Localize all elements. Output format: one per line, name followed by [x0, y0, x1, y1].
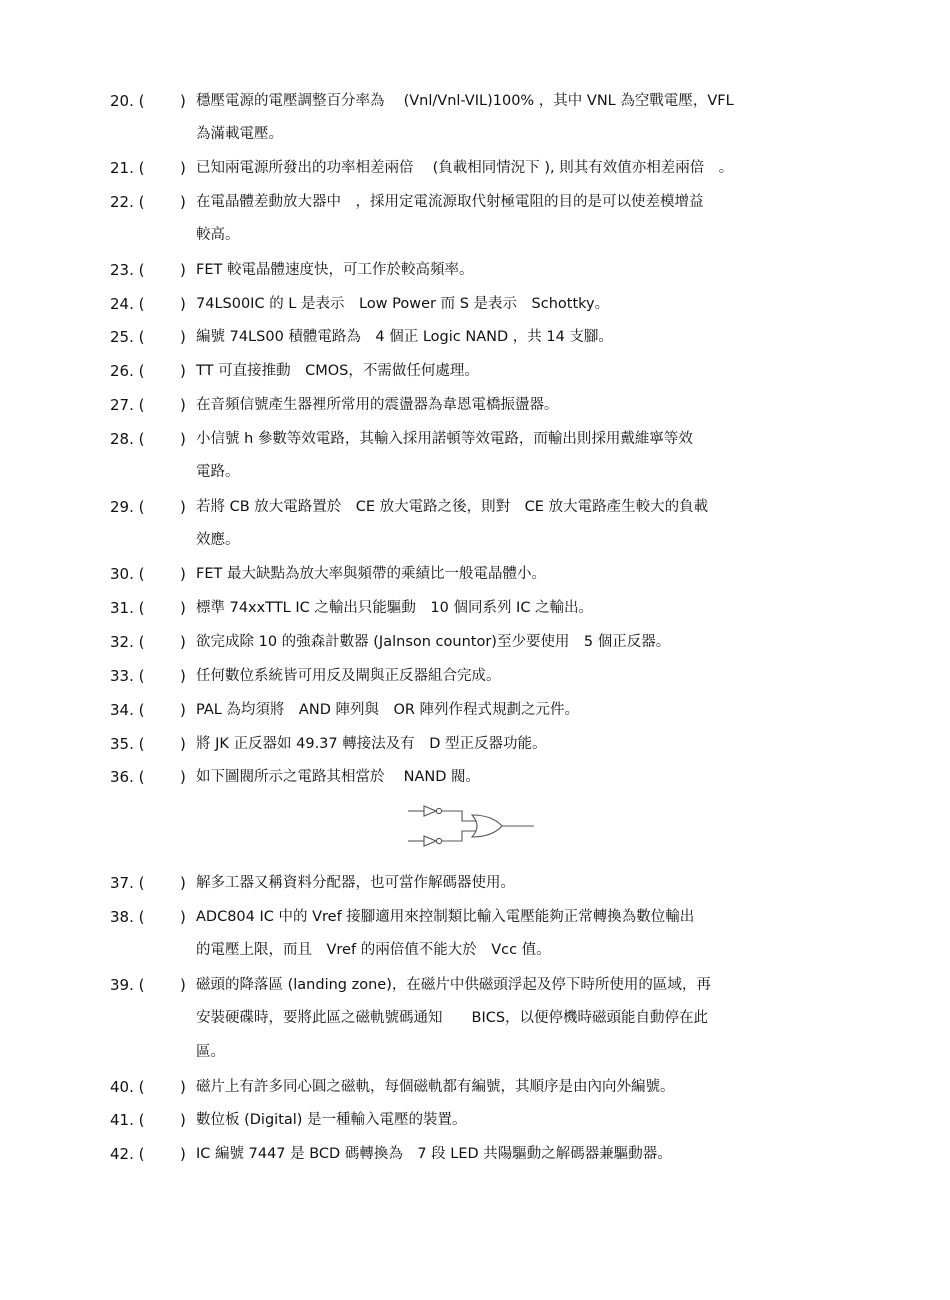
question-paren-close: ): [180, 396, 186, 414]
question-paren-close: ): [180, 362, 186, 380]
question-text: 若將 CB 放大電路置於 CE 放大電路之後，則對 CE 放大電路產生較大的負載: [196, 499, 709, 515]
question-number: 42. (: [110, 1145, 145, 1163]
question-text: 小信號 h 參數等效電路，其輸入採用諾頓等效電路，而輸出則採用戴維寧等效: [196, 431, 693, 447]
question-text: 磁片上有許多同心圓之磁軌，每個磁軌都有編號，其順序是由內向外編號。: [196, 1079, 675, 1095]
question-number: 30. (: [110, 565, 145, 583]
question-paren-close: ): [180, 976, 186, 994]
question-number: 31. (: [110, 599, 145, 617]
question-paren-close: ): [180, 633, 186, 651]
question-number: 29. (: [110, 498, 145, 516]
question-number: 21. (: [110, 159, 145, 177]
question-number: 22. (: [110, 193, 145, 211]
question-paren-close: ): [180, 498, 186, 516]
question-number: 27. (: [110, 396, 145, 414]
question-text: 在電晶體差動放大器中 ，採用定電流源取代射極電阻的目的是可以使差模增益: [196, 194, 704, 210]
question-paren-close: ): [180, 599, 186, 617]
question-paren-close: ): [180, 295, 186, 313]
question-text: 欲完成除 10 的強森計數器 (Jalnson countor)至少要使用 5 個正反器。: [196, 634, 671, 650]
question-number: 24. (: [110, 295, 145, 313]
question-paren-close: ): [180, 908, 186, 926]
question-text: 編號 74LS00 積體電路為 4 個正 Logic NAND ，共 14 支腳。: [196, 329, 613, 345]
question-number: 39. (: [110, 976, 145, 994]
question-paren-close: ): [180, 261, 186, 279]
question-paren-close: ): [180, 874, 186, 892]
question-number: 26. (: [110, 362, 145, 380]
question-paren-close: ): [180, 328, 186, 346]
nand-equivalent-circuit-figure: [400, 795, 540, 860]
question-text: 區。: [196, 1044, 225, 1060]
question-number: 32. (: [110, 633, 145, 651]
question-text: 的電壓上限，而且 Vref 的兩倍值不能大於 Vcc 值。: [196, 942, 551, 958]
question-text: 數位板 (Digital) 是一種輸入電壓的裝置。: [196, 1112, 467, 1128]
question-number: 35. (: [110, 735, 145, 753]
question-text: 74LS00IC 的 L 是表示 Low Power 而 S 是表示 Schottky。: [196, 296, 610, 312]
question-text: 標準 74xxTTL IC 之輸出只能驅動 10 個同系列 IC 之輸出。: [196, 600, 594, 616]
question-text: 如下圖閥所示之電路其相當於 NAND 閥。: [196, 769, 480, 785]
question-paren-close: ): [180, 92, 186, 110]
question-paren-close: ): [180, 1145, 186, 1163]
question-text: 較高。: [196, 227, 240, 243]
question-paren-close: ): [180, 735, 186, 753]
question-text: ADC804 IC 中的 Vref 接腳適用來控制類比輸入電壓能夠正常轉換為數位輸出: [196, 909, 695, 925]
question-paren-close: ): [180, 667, 186, 685]
question-text: FET 最大缺點為放大率與頻帶的乘績比一般電晶體小。: [196, 566, 546, 582]
question-paren-close: ): [180, 768, 186, 786]
question-paren-close: ): [180, 430, 186, 448]
question-number: 41. (: [110, 1111, 145, 1129]
question-text: 穩壓電源的電壓調整百分率為 (Vnl/Vnl-VIL)100% ，其中 VNL 為空戰電壓，VFL: [196, 93, 734, 109]
question-text: IC 編號 7447 是 BCD 碼轉換為 7 段 LED 共陽驅動之解碼器兼驅動器。: [196, 1146, 672, 1162]
question-number: 34. (: [110, 701, 145, 719]
question-number: 36. (: [110, 768, 145, 786]
question-paren-close: ): [180, 193, 186, 211]
question-number: 25. (: [110, 328, 145, 346]
question-number: 28. (: [110, 430, 145, 448]
question-text: 電路。: [196, 464, 240, 480]
question-paren-close: ): [180, 159, 186, 177]
question-text: 安裝硬碟時，要將此區之磁軌號碼通知 BICS，以便停機時磁頭能自動停在此: [196, 1010, 709, 1026]
question-number: 23. (: [110, 261, 145, 279]
question-text: 解多工器又稱資料分配器，也可當作解碼器使用。: [196, 875, 515, 891]
question-text: 磁頭的降落區 (landing zone)，在磁片中供磁頭浮起及停下時所使用的區域，再: [196, 977, 711, 993]
question-paren-close: ): [180, 565, 186, 583]
question-text: 任何數位系統皆可用反及閘與正反器組合完成。: [196, 668, 501, 684]
question-text: 已知兩電源所發出的功率相差兩倍 (負載相同情況下 ), 則其有效值亦相差兩倍 。: [196, 160, 734, 176]
question-text: 效應。: [196, 532, 240, 548]
question-paren-close: ): [180, 701, 186, 719]
question-number: 20. (: [110, 92, 145, 110]
question-paren-close: ): [180, 1078, 186, 1096]
question-number: 40. (: [110, 1078, 145, 1096]
question-paren-close: ): [180, 1111, 186, 1129]
question-text: 將 JK 正反器如 49.37 轉接法及有 D 型正反器功能。: [196, 736, 547, 752]
question-text: PAL 為均須將 AND 陣列與 OR 陣列作程式規劃之元件。: [196, 702, 580, 718]
question-text: TT 可直接推動 CMOS，不需做任何處理。: [196, 363, 479, 379]
question-number: 37. (: [110, 874, 145, 892]
question-number: 38. (: [110, 908, 145, 926]
question-text: 為滿載電壓。: [196, 126, 283, 142]
question-text: 在音頻信號產生器裡所常用的震盪器為韋恩電橋振盪器。: [196, 397, 559, 413]
question-number: 33. (: [110, 667, 145, 685]
question-text: FET 較電晶體速度快，可工作於較高頻率。: [196, 262, 474, 278]
